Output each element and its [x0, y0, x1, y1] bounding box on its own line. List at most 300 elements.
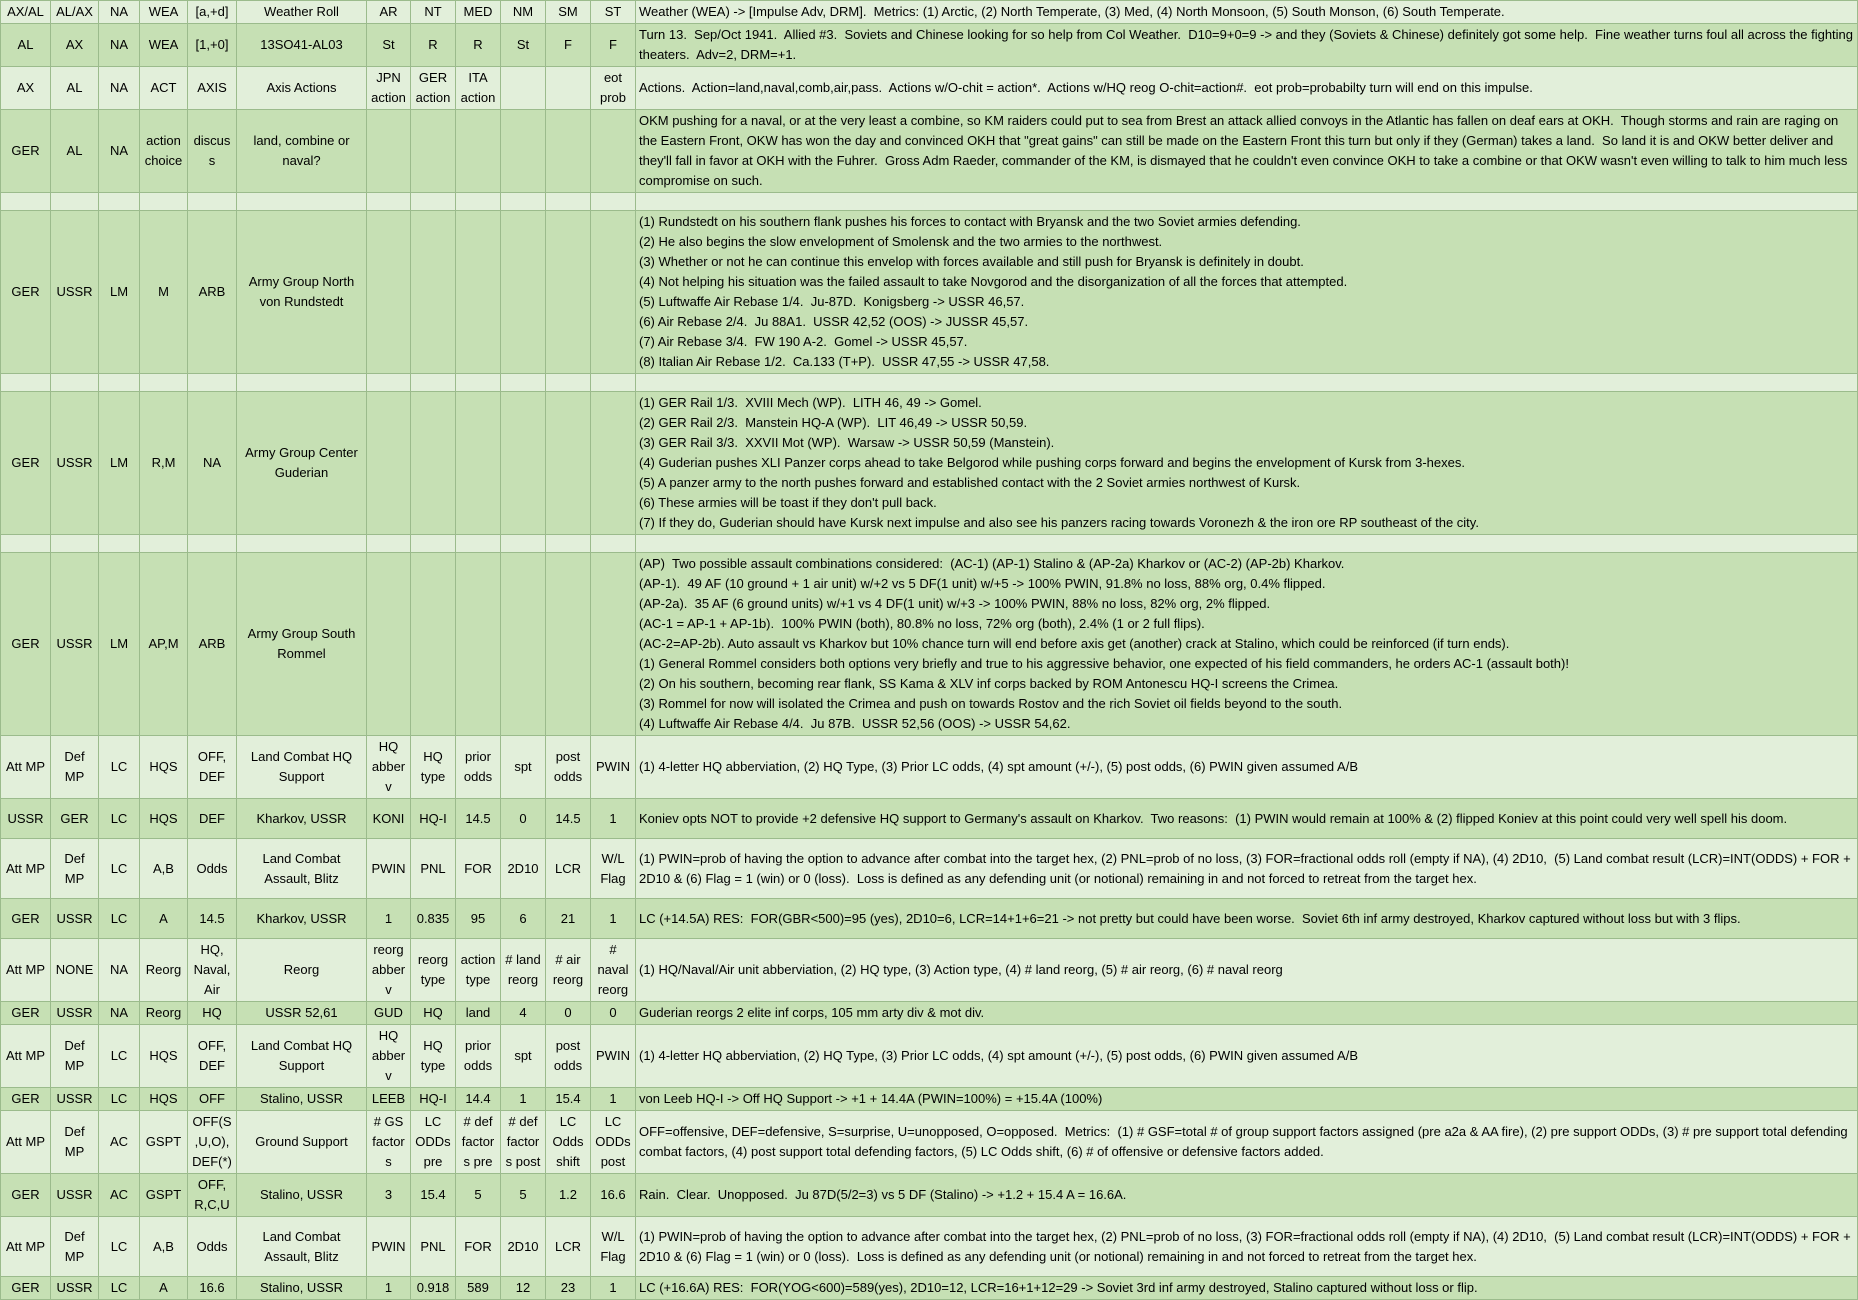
cell-st[interactable]: W/L Flag	[591, 839, 636, 899]
cell-nm[interactable]: 2D10	[501, 1217, 546, 1277]
cell-ar[interactable]: 1	[367, 1277, 411, 1300]
cell-ax-al[interactable]: GER	[1, 899, 51, 939]
cell-nm[interactable]	[501, 392, 546, 535]
cell-wea[interactable]: A,B	[140, 1217, 188, 1277]
cell-adv-drm[interactable]: 16.6	[188, 1277, 237, 1300]
cell-notes[interactable]: OKM pushing for a naval, or at the very least a combine, so KM raiders could put to sea from Brest an attack allied convoys in the Atlantic has fallen on deaf ears at OKH. Though storms and rain are raging on the Eastern Front, OKW has won the day and convinced OKH that "great gains" can still be made on the Eastern Front this turn but only if they (German) takes a land. So land it is and OKW better deliver and they'll fall in favor at OKH with the Fuhrer. Gross Adm Raeder, commander of the KM, is dismayed that he couldn't even convince OKH to take a combine or that OKW wasn't even willing to talk to him much less compromise on such.	[636, 110, 1858, 193]
cell-weather-roll[interactable]: Stalino, USSR	[237, 1277, 367, 1300]
cell-al-ax[interactable]: AL/AX	[51, 1, 99, 24]
cell-ar[interactable]: LEEB	[367, 1088, 411, 1111]
cell-notes[interactable]: Koniev opts NOT to provide +2 defensive HQ support to Germany's assault on Kharkov. Two reasons: (1) PWIN would remain at 100% & (2) flipped Koniev at this point could very well spell his doom.	[636, 799, 1858, 839]
cell-ax-al[interactable]: GER	[1, 392, 51, 535]
cell-adv-drm[interactable]: OFF(S,U,O), DEF(*)	[188, 1111, 237, 1174]
empty-cell[interactable]	[51, 374, 99, 392]
cell-ar[interactable]: JPN action	[367, 67, 411, 110]
empty-cell[interactable]	[456, 374, 501, 392]
cell-med[interactable]: ITA action	[456, 67, 501, 110]
cell-ax-al[interactable]: GER	[1, 1088, 51, 1111]
cell-st[interactable]: F	[591, 24, 636, 67]
cell-adv-drm[interactable]: discuss	[188, 110, 237, 193]
cell-na[interactable]: LC	[99, 1025, 140, 1088]
cell-al-ax[interactable]: Def MP	[51, 839, 99, 899]
cell-weather-roll[interactable]: Stalino, USSR	[237, 1174, 367, 1217]
cell-med[interactable]	[456, 553, 501, 736]
cell-weather-roll[interactable]: Land Combat HQ Support	[237, 736, 367, 799]
cell-nm[interactable]: 6	[501, 899, 546, 939]
cell-na[interactable]: LC	[99, 1217, 140, 1277]
empty-cell[interactable]	[546, 374, 591, 392]
cell-sm[interactable]: 21	[546, 899, 591, 939]
cell-nt[interactable]: GER action	[411, 67, 456, 110]
cell-sm[interactable]: SM	[546, 1, 591, 24]
cell-st[interactable]: W/L Flag	[591, 1217, 636, 1277]
cell-adv-drm[interactable]: ARB	[188, 211, 237, 374]
cell-med[interactable]: R	[456, 24, 501, 67]
cell-nm[interactable]	[501, 110, 546, 193]
empty-cell[interactable]	[367, 374, 411, 392]
cell-adv-drm[interactable]: OFF, DEF	[188, 1025, 237, 1088]
cell-ax-al[interactable]: GER	[1, 110, 51, 193]
cell-st[interactable]: 1	[591, 899, 636, 939]
empty-cell[interactable]	[501, 535, 546, 553]
cell-wea[interactable]: GSPT	[140, 1111, 188, 1174]
cell-ax-al[interactable]: Att MP	[1, 1025, 51, 1088]
cell-med[interactable]	[456, 392, 501, 535]
cell-nm[interactable]: 5	[501, 1174, 546, 1217]
cell-med[interactable]: action type	[456, 939, 501, 1002]
empty-cell[interactable]	[636, 535, 1858, 553]
cell-nm[interactable]: 1	[501, 1088, 546, 1111]
cell-sm[interactable]: post odds	[546, 736, 591, 799]
cell-al-ax[interactable]: USSR	[51, 1277, 99, 1300]
cell-nt[interactable]: 15.4	[411, 1174, 456, 1217]
cell-al-ax[interactable]: AL	[51, 67, 99, 110]
cell-ax-al[interactable]: USSR	[1, 799, 51, 839]
cell-med[interactable]: MED	[456, 1, 501, 24]
cell-ar[interactable]: PWIN	[367, 839, 411, 899]
cell-med[interactable]: 5	[456, 1174, 501, 1217]
cell-sm[interactable]: 0	[546, 1002, 591, 1025]
table-row	[1, 1002, 1858, 1025]
cell-notes[interactable]: (1) 4-letter HQ abberviation, (2) HQ Type, (3) Prior LC odds, (4) spt amount (+/-), (5) post odds, (6) PWIN given assumed A/B	[636, 736, 1858, 799]
cell-na[interactable]: AC	[99, 1111, 140, 1174]
empty-cell[interactable]	[411, 374, 456, 392]
cell-nt[interactable]: PNL	[411, 1217, 456, 1277]
empty-cell[interactable]	[188, 193, 237, 211]
cell-ar[interactable]: PWIN	[367, 1217, 411, 1277]
cell-adv-drm[interactable]: HQ	[188, 1002, 237, 1025]
cell-adv-drm[interactable]: ARB	[188, 553, 237, 736]
cell-na[interactable]: NA	[99, 1002, 140, 1025]
cell-wea[interactable]: M	[140, 211, 188, 374]
cell-nm[interactable]: # land reorg	[501, 939, 546, 1002]
cell-adv-drm[interactable]: Odds	[188, 839, 237, 899]
cell-ar[interactable]	[367, 110, 411, 193]
empty-cell[interactable]	[188, 374, 237, 392]
cell-ax-al[interactable]: GER	[1, 211, 51, 374]
cell-adv-drm[interactable]: [a,+d]	[188, 1, 237, 24]
header-row	[1, 67, 1858, 110]
cell-nm[interactable]: spt	[501, 736, 546, 799]
cell-notes[interactable]: (1) PWIN=prob of having the option to advance after combat into the target hex, (2) PNL=prob of no loss, (3) FOR=fractional odds roll (empty if NA), (4) 2D10, (5) Land combat result (LCR)=INT(ODDS) + FOR + 2D10 & (6) Flag = 1 (win) or 0 (loss). Loss is defined as any defending unit (or notional) remaining in and not forced to retreat from the target hex.	[636, 839, 1858, 899]
cell-med[interactable]	[456, 110, 501, 193]
cell-weather-roll[interactable]: 13SO41-AL03	[237, 24, 367, 67]
cell-adv-drm[interactable]: AXIS	[188, 67, 237, 110]
cell-nt[interactable]: 0.835	[411, 899, 456, 939]
cell-weather-roll[interactable]: Kharkov, USSR	[237, 799, 367, 839]
cell-ax-al[interactable]: Att MP	[1, 839, 51, 899]
cell-nt[interactable]: HQ type	[411, 1025, 456, 1088]
cell-ax-al[interactable]: GER	[1, 1002, 51, 1025]
header-row	[1, 839, 1858, 899]
cell-weather-roll[interactable]: Army Group North von Rundstedt	[237, 211, 367, 374]
cell-na[interactable]: LC	[99, 1277, 140, 1300]
cell-nt[interactable]: NT	[411, 1, 456, 24]
cell-nt[interactable]: reorg type	[411, 939, 456, 1002]
cell-med[interactable]: 14.4	[456, 1088, 501, 1111]
cell-weather-roll[interactable]: Land Combat Assault, Blitz	[237, 839, 367, 899]
cell-al-ax[interactable]: AX	[51, 24, 99, 67]
cell-nt[interactable]: HQ type	[411, 736, 456, 799]
cell-na[interactable]: NA	[99, 67, 140, 110]
cell-al-ax[interactable]: USSR	[51, 1088, 99, 1111]
cell-sm[interactable]	[546, 553, 591, 736]
cell-ar[interactable]: St	[367, 24, 411, 67]
cell-adv-drm[interactable]: OFF	[188, 1088, 237, 1111]
cell-med[interactable]: FOR	[456, 1217, 501, 1277]
cell-nm[interactable]: 4	[501, 1002, 546, 1025]
empty-cell[interactable]	[591, 374, 636, 392]
spacer-row	[1, 535, 1858, 553]
empty-cell[interactable]	[546, 535, 591, 553]
header-row	[1, 736, 1858, 799]
empty-cell[interactable]	[1, 535, 51, 553]
cell-weather-roll[interactable]: Reorg	[237, 939, 367, 1002]
cell-al-ax[interactable]: AL	[51, 110, 99, 193]
empty-cell[interactable]	[99, 193, 140, 211]
empty-cell[interactable]	[140, 535, 188, 553]
cell-ax-al[interactable]: GER	[1, 1277, 51, 1300]
cell-adv-drm[interactable]: 14.5	[188, 899, 237, 939]
empty-cell[interactable]	[51, 535, 99, 553]
cell-sm[interactable]: 1.2	[546, 1174, 591, 1217]
cell-nm[interactable]: 12	[501, 1277, 546, 1300]
cell-weather-roll[interactable]: Stalino, USSR	[237, 1088, 367, 1111]
empty-cell[interactable]	[188, 535, 237, 553]
cell-sm[interactable]: 15.4	[546, 1088, 591, 1111]
empty-cell[interactable]	[456, 193, 501, 211]
cell-weather-roll[interactable]: Land Combat HQ Support	[237, 1025, 367, 1088]
cell-wea[interactable]: Reorg	[140, 939, 188, 1002]
cell-wea[interactable]: HQS	[140, 736, 188, 799]
cell-st[interactable]	[591, 211, 636, 374]
cell-sm[interactable]	[546, 67, 591, 110]
cell-nt[interactable]	[411, 553, 456, 736]
cell-weather-roll[interactable]: Ground Support	[237, 1111, 367, 1174]
cell-notes[interactable]: Rain. Clear. Unopposed. Ju 87D(5/2=3) vs 5 DF (Stalino) -> +1.2 + 15.4 A = 16.6A.	[636, 1174, 1858, 1217]
cell-st[interactable]: 1	[591, 1277, 636, 1300]
cell-na[interactable]: LC	[99, 839, 140, 899]
cell-nt[interactable]: HQ-I	[411, 1088, 456, 1111]
empty-cell[interactable]	[591, 535, 636, 553]
empty-cell[interactable]	[501, 374, 546, 392]
table-row	[1, 211, 1858, 374]
cell-nt[interactable]: 0.918	[411, 1277, 456, 1300]
empty-cell[interactable]	[501, 193, 546, 211]
empty-cell[interactable]	[546, 193, 591, 211]
cell-ax-al[interactable]: Att MP	[1, 939, 51, 1002]
cell-al-ax[interactable]: NONE	[51, 939, 99, 1002]
cell-nt[interactable]: LC ODDs pre	[411, 1111, 456, 1174]
cell-sm[interactable]: LCR	[546, 839, 591, 899]
cell-notes[interactable]: LC (+16.6A) RES: FOR(YOG<600)=589(yes), 2D10=12, LCR=16+1+12=29 -> Soviet 3rd inf army destroyed, Stalino captured without loss or flip.	[636, 1277, 1858, 1300]
empty-cell[interactable]	[636, 193, 1858, 211]
cell-notes[interactable]: (1) HQ/Naval/Air unit abberviation, (2) HQ type, (3) Action type, (4) # land reorg, (5) # air reorg, (6) # naval reorg	[636, 939, 1858, 1002]
empty-cell[interactable]	[1, 193, 51, 211]
cell-weather-roll[interactable]: Kharkov, USSR	[237, 899, 367, 939]
header-row	[1, 1111, 1858, 1174]
cell-al-ax[interactable]: Def MP	[51, 1217, 99, 1277]
cell-notes[interactable]: Actions. Action=land,naval,comb,air,pass. Actions w/O-chit = action*. Actions w/HQ reog O-chit=action#. eot prob=probabilty turn will end on this impulse.	[636, 67, 1858, 110]
cell-nt[interactable]: HQ-I	[411, 799, 456, 839]
empty-cell[interactable]	[237, 374, 367, 392]
cell-wea[interactable]: action choice	[140, 110, 188, 193]
empty-cell[interactable]	[140, 374, 188, 392]
cell-sm[interactable]: 14.5	[546, 799, 591, 839]
cell-st[interactable]: PWIN	[591, 1025, 636, 1088]
cell-nt[interactable]: HQ	[411, 1002, 456, 1025]
cell-ar[interactable]: reorg abberv	[367, 939, 411, 1002]
cell-notes[interactable]: Turn 13. Sep/Oct 1941. Allied #3. Soviets and Chinese looking for so help from Col Weather. D10=9+0=9 -> and they (Soviets & Chinese) definitely got some help. Fine weather turns foul all across the fighting theaters. Adv=2, DRM=+1.	[636, 24, 1858, 67]
cell-notes[interactable]: Guderian reorgs 2 elite inf corps, 105 mm arty div & mot div.	[636, 1002, 1858, 1025]
cell-ar[interactable]: KONI	[367, 799, 411, 839]
empty-cell[interactable]	[636, 374, 1858, 392]
cell-st[interactable]: PWIN	[591, 736, 636, 799]
cell-ar[interactable]: AR	[367, 1, 411, 24]
cell-ax-al[interactable]: GER	[1, 1174, 51, 1217]
cell-na[interactable]: LM	[99, 392, 140, 535]
cell-notes[interactable]: Weather (WEA) -> [Impulse Adv, DRM]. Metrics: (1) Arctic, (2) North Temperate, (3) Med, (4) North Monsoon, (5) South Monson, (6) South Temperate.	[636, 1, 1858, 24]
cell-adv-drm[interactable]: [1,+0]	[188, 24, 237, 67]
spacer-row	[1, 193, 1858, 211]
cell-weather-roll[interactable]: USSR 52,61	[237, 1002, 367, 1025]
cell-weather-roll[interactable]: Army Group South Rommel	[237, 553, 367, 736]
cell-notes[interactable]: (1) 4-letter HQ abberviation, (2) HQ Type, (3) Prior LC odds, (4) spt amount (+/-), (5) post odds, (6) PWIN given assumed A/B	[636, 1025, 1858, 1088]
cell-ar[interactable]: 3	[367, 1174, 411, 1217]
table-row	[1, 24, 1858, 67]
cell-wea[interactable]: HQS	[140, 1088, 188, 1111]
cell-st[interactable]	[591, 110, 636, 193]
cell-med[interactable]: 14.5	[456, 799, 501, 839]
cell-na[interactable]: NA	[99, 110, 140, 193]
cell-nm[interactable]: NM	[501, 1, 546, 24]
cell-ar[interactable]	[367, 211, 411, 374]
cell-adv-drm[interactable]: OFF, DEF	[188, 736, 237, 799]
cell-med[interactable]: land	[456, 1002, 501, 1025]
cell-ar[interactable]: # GS factors	[367, 1111, 411, 1174]
cell-sm[interactable]: 23	[546, 1277, 591, 1300]
cell-na[interactable]: AC	[99, 1174, 140, 1217]
cell-ax-al[interactable]: GER	[1, 553, 51, 736]
cell-ax-al[interactable]: AX/AL	[1, 1, 51, 24]
cell-na[interactable]: NA	[99, 1, 140, 24]
cell-sm[interactable]: post odds	[546, 1025, 591, 1088]
cell-sm[interactable]	[546, 211, 591, 374]
cell-wea[interactable]: A	[140, 899, 188, 939]
cell-med[interactable]: FOR	[456, 839, 501, 899]
cell-ar[interactable]: HQ abberv	[367, 736, 411, 799]
cell-nm[interactable]	[501, 67, 546, 110]
empty-cell[interactable]	[1, 374, 51, 392]
table-row	[1, 553, 1858, 736]
cell-al-ax[interactable]: GER	[51, 799, 99, 839]
cell-sm[interactable]: LCR	[546, 1217, 591, 1277]
cell-ax-al[interactable]: AX	[1, 67, 51, 110]
cell-med[interactable]: prior odds	[456, 736, 501, 799]
cell-st[interactable]: 1	[591, 799, 636, 839]
cell-nm[interactable]	[501, 553, 546, 736]
cell-na[interactable]: LM	[99, 553, 140, 736]
cell-st[interactable]: ST	[591, 1, 636, 24]
header-row	[1, 939, 1858, 1002]
table-row	[1, 1088, 1858, 1111]
cell-wea[interactable]: WEA	[140, 24, 188, 67]
cell-weather-roll[interactable]: Land Combat Assault, Blitz	[237, 1217, 367, 1277]
cell-notes[interactable]: (1) Rundstedt on his southern flank pushes his forces to contact with Bryansk and the two Soviet armies defending. (2) He also begins the slow envelopment of Smolensk and the two armies to the northwest. (3) Whether or not he can continue this envelop with forces available and still push for Bryansk is definitely in doubt. (4) Not helping his situation was the failed assault to take Novgorod and the disorganization of all the forces that attempted. (5) Luftwaffe Air Rebase 1/4. Ju-87D. Konigsberg -> USSR 46,57. (6) Air Rebase 2/4. Ju 88A1. USSR 42,52 (OOS) -> JUSSR 45,57. (7) Air Rebase 3/4. FW 190 A-2. Gomel -> USSR 45,57. (8) Italian Air Rebase 1/2. Ca.133 (T+P). USSR 47,55 -> USSR 47,58.	[636, 211, 1858, 374]
cell-nt[interactable]: R	[411, 24, 456, 67]
cell-st[interactable]: # naval reorg	[591, 939, 636, 1002]
cell-al-ax[interactable]: USSR	[51, 211, 99, 374]
cell-wea[interactable]: R,M	[140, 392, 188, 535]
empty-cell[interactable]	[411, 193, 456, 211]
cell-notes[interactable]: (1) GER Rail 1/3. XVIII Mech (WP). LITH 46, 49 -> Gomel. (2) GER Rail 2/3. Manstein HQ-A (WP). LIT 46,49 -> USSR 50,59. (3) GER Rail 3/3. XXVII Mot (WP). Warsaw -> USSR 50,59 (Manstein). (4) Guderian pushes XLI Panzer corps ahead to take Belgorod while pushing corps forward and begins the envelopment of Kursk from 3-hexes. (5) A panzer army to the north pushes forward and established contact with the 2 Soviet armies northwest of Kursk. (6) These armies will be toast if they don't pull back. (7) If they do, Guderian should have Kursk next impulse and also see his panzers racing towards Voronezh & the iron ore RP southeast of the city.	[636, 392, 1858, 535]
cell-sm[interactable]	[546, 110, 591, 193]
cell-ar[interactable]: HQ abberv	[367, 1025, 411, 1088]
cell-med[interactable]: prior odds	[456, 1025, 501, 1088]
empty-cell[interactable]	[237, 193, 367, 211]
cell-na[interactable]: LC	[99, 1088, 140, 1111]
cell-st[interactable]: 0	[591, 1002, 636, 1025]
empty-cell[interactable]	[237, 535, 367, 553]
cell-wea[interactable]: Reorg	[140, 1002, 188, 1025]
cell-ar[interactable]	[367, 553, 411, 736]
empty-cell[interactable]	[591, 193, 636, 211]
cell-na[interactable]: LM	[99, 211, 140, 374]
cell-st[interactable]: 1	[591, 1088, 636, 1111]
empty-cell[interactable]	[51, 193, 99, 211]
cell-med[interactable]: 95	[456, 899, 501, 939]
cell-sm[interactable]: LC Odds shift	[546, 1111, 591, 1174]
cell-sm[interactable]	[546, 392, 591, 535]
cell-med[interactable]: 589	[456, 1277, 501, 1300]
cell-ar[interactable]	[367, 392, 411, 535]
cell-nm[interactable]: 0	[501, 799, 546, 839]
cell-nm[interactable]	[501, 211, 546, 374]
cell-wea[interactable]: A,B	[140, 839, 188, 899]
cell-notes[interactable]: von Leeb HQ-I -> Off HQ Support -> +1 + 14.4A (PWIN=100%) = +15.4A (100%)	[636, 1088, 1858, 1111]
cell-notes[interactable]: (AP) Two possible assault combinations considered: (AC-1) (AP-1) Stalino & (AP-2a) Kharkov or (AC-2) (AP-2b) Kharkov. (AP-1). 49 AF (10 ground + 1 air unit) w/+2 vs 5 DF(1 unit) w/+5 -> 100% PWIN, 91.8% no loss, 88% org, 0.4% flipped. (AP-2a). 35 AF (6 ground units) w/+1 vs 4 DF(1 unit) w/+3 -> 100% PWIN, 88% no loss, 82% org, 2% flipped. (AC-1 = AP-1 + AP-1b). 100% PWIN (both), 80.8% no loss, 72% org (both), 2.4% (1 or 2 full flips). (AC-2=AP-2b). Auto assault vs Kharkov but 10% chance turn will end before axis get (another) crack at Stalino, which could be reinforced (if turn ends). (1) General Rommel considers both options very briefly and true to his aggressive behavior, one expected of his field commanders, he orders AC-1 (assault both)! (2) On his southern, becoming rear flank, SS Kama & XLV inf corps backed by ROM Antonescu HQ-I screens the Crimea. (3) Rommel for now will isolated the Crimea and push on towards Rostov and the rich Soviet oil fields beyond to the south. (4) Luftwaffe Air Rebase 4/4. Ju 87B. USSR 52,56 (OOS) -> USSR 54,62.	[636, 553, 1858, 736]
cell-st[interactable]: 16.6	[591, 1174, 636, 1217]
cell-med[interactable]	[456, 211, 501, 374]
cell-sm[interactable]: F	[546, 24, 591, 67]
cell-ax-al[interactable]: Att MP	[1, 1111, 51, 1174]
cell-na[interactable]: LC	[99, 899, 140, 939]
cell-na[interactable]: NA	[99, 24, 140, 67]
cell-med[interactable]: # def factors pre	[456, 1111, 501, 1174]
cell-wea[interactable]: WEA	[140, 1, 188, 24]
cell-wea[interactable]: HQS	[140, 799, 188, 839]
empty-cell[interactable]	[99, 535, 140, 553]
cell-ax-al[interactable]: AL	[1, 24, 51, 67]
table-row	[1, 799, 1858, 839]
empty-cell[interactable]	[99, 374, 140, 392]
cell-weather-roll[interactable]: Weather Roll	[237, 1, 367, 24]
spacer-row	[1, 374, 1858, 392]
cell-adv-drm[interactable]: OFF, R,C,U	[188, 1174, 237, 1217]
cell-na[interactable]: NA	[99, 939, 140, 1002]
cell-weather-roll[interactable]: Axis Actions	[237, 67, 367, 110]
cell-ar[interactable]: 1	[367, 899, 411, 939]
cell-st[interactable]	[591, 392, 636, 535]
cell-na[interactable]: LC	[99, 736, 140, 799]
cell-nm[interactable]: # def factors post	[501, 1111, 546, 1174]
empty-cell[interactable]	[456, 535, 501, 553]
cell-al-ax[interactable]: USSR	[51, 1002, 99, 1025]
cell-nt[interactable]	[411, 110, 456, 193]
cell-notes[interactable]: (1) PWIN=prob of having the option to advance after combat into the target hex, (2) PNL=prob of no loss, (3) FOR=fractional odds roll (empty if NA), (4) 2D10, (5) Land combat result (LCR)=INT(ODDS) + FOR + 2D10 & (6) Flag = 1 (win) or 0 (loss). Loss is defined as any defending unit (or notional) remaining in and not forced to retreat from the target hex.	[636, 1217, 1858, 1277]
cell-nm[interactable]: spt	[501, 1025, 546, 1088]
cell-st[interactable]: LC ODDs post	[591, 1111, 636, 1174]
cell-ax-al[interactable]: Att MP	[1, 1217, 51, 1277]
cell-al-ax[interactable]: Def MP	[51, 1025, 99, 1088]
cell-na[interactable]: LC	[99, 799, 140, 839]
cell-al-ax[interactable]: Def MP	[51, 736, 99, 799]
cell-al-ax[interactable]: Def MP	[51, 1111, 99, 1174]
cell-weather-roll[interactable]: Army Group Center Guderian	[237, 392, 367, 535]
cell-al-ax[interactable]: USSR	[51, 392, 99, 535]
cell-wea[interactable]: HQS	[140, 1025, 188, 1088]
cell-adv-drm[interactable]: Odds	[188, 1217, 237, 1277]
empty-cell[interactable]	[367, 193, 411, 211]
cell-notes[interactable]: OFF=offensive, DEF=defensive, S=surprise, U=unopposed, O=opposed. Metrics: (1) # GSF=total # of group support factors assigned (pre a2a & AA fire), (2) pre support ODDs, (3) # pre support total defending combat factors, (4) post support total defending factors, (5) LC Odds shift, (6) # of offensive or defensive factors added.	[636, 1111, 1858, 1174]
cell-nm[interactable]: 2D10	[501, 839, 546, 899]
cell-ax-al[interactable]: Att MP	[1, 736, 51, 799]
empty-cell[interactable]	[367, 535, 411, 553]
cell-wea[interactable]: GSPT	[140, 1174, 188, 1217]
cell-nt[interactable]	[411, 392, 456, 535]
cell-wea[interactable]: A	[140, 1277, 188, 1300]
cell-nm[interactable]: St	[501, 24, 546, 67]
empty-cell[interactable]	[411, 535, 456, 553]
empty-cell[interactable]	[140, 193, 188, 211]
cell-st[interactable]: eot prob	[591, 67, 636, 110]
cell-nt[interactable]	[411, 211, 456, 374]
cell-st[interactable]	[591, 553, 636, 736]
cell-al-ax[interactable]: USSR	[51, 1174, 99, 1217]
cell-wea[interactable]: ACT	[140, 67, 188, 110]
cell-al-ax[interactable]: USSR	[51, 899, 99, 939]
cell-adv-drm[interactable]: HQ, Naval, Air	[188, 939, 237, 1002]
cell-adv-drm[interactable]: NA	[188, 392, 237, 535]
cell-nt[interactable]: PNL	[411, 839, 456, 899]
cell-sm[interactable]: # air reorg	[546, 939, 591, 1002]
cell-al-ax[interactable]: USSR	[51, 553, 99, 736]
cell-ar[interactable]: GUD	[367, 1002, 411, 1025]
cell-wea[interactable]: AP,M	[140, 553, 188, 736]
cell-adv-drm[interactable]: DEF	[188, 799, 237, 839]
cell-weather-roll[interactable]: land, combine or naval?	[237, 110, 367, 193]
cell-notes[interactable]: LC (+14.5A) RES: FOR(GBR<500)=95 (yes), 2D10=6, LCR=14+1+6=21 -> not pretty but could have been worse. Soviet 6th inf army destroyed, Kharkov captured without loss but with 3 flips.	[636, 899, 1858, 939]
